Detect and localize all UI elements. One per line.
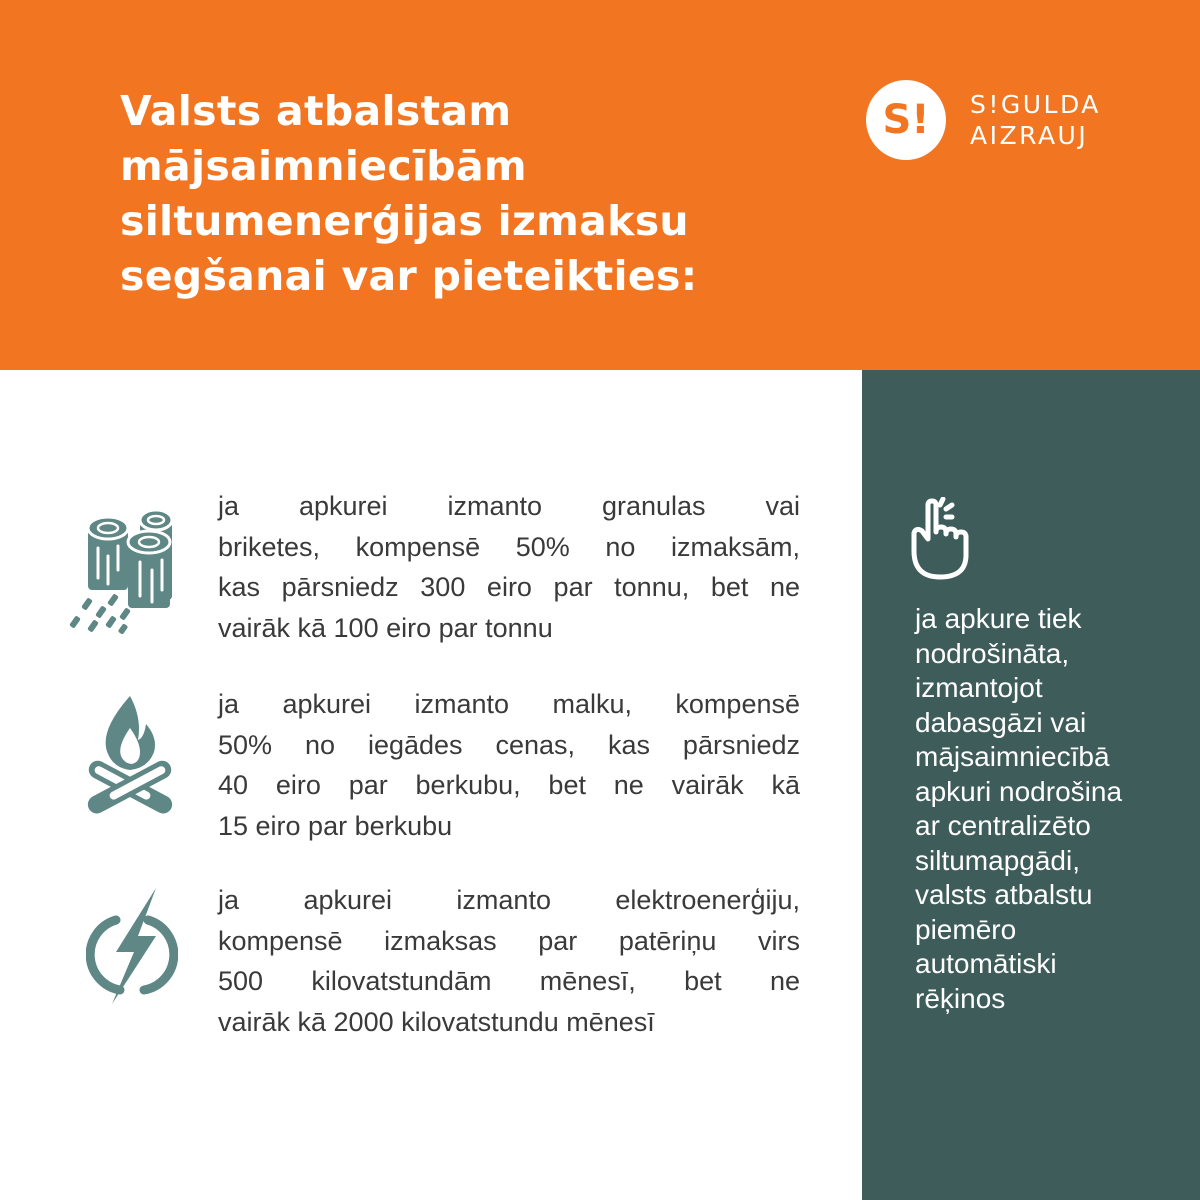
side-text-line: automātiski (915, 948, 1057, 979)
item-line: 500 kilovatstundām mēnesī, bet ne (218, 966, 800, 996)
logo-text-line: AIZRAUJ (970, 121, 1089, 150)
pointing-hand-icon (910, 497, 970, 581)
side-text-line: ar centralizēto (915, 810, 1091, 841)
item-line: kas pārsniedz 300 eiro par tonnu, bet ne (218, 572, 800, 602)
side-text-line: mājsaimniecībā (915, 741, 1110, 772)
item-line: 15 eiro par berkubu (218, 810, 453, 841)
item-line: vairāk kā 100 eiro par tonnu (218, 612, 553, 643)
wood-logs-pellets-icon (64, 498, 184, 638)
logo-text-line: S!GULDA (970, 90, 1101, 119)
side-text-line: ja apkure tiek (915, 603, 1082, 634)
campfire-icon (78, 692, 182, 816)
item-text-granulas (218, 486, 800, 648)
item-line: ja apkurei izmanto elektroenerģiju, (218, 885, 800, 915)
side-text-line: siltumapgādi, (915, 844, 1080, 876)
title-line: siltumenerģijas izmaksu (120, 197, 689, 245)
page-title (120, 84, 820, 304)
side-text-line: rēķinos (915, 982, 1006, 1014)
item-line: kompensē izmaksas par patēriņu virs (218, 925, 800, 956)
item-line: briketes, kompensē 50% no izmaksām, (218, 531, 800, 562)
item-text-malka (218, 684, 800, 846)
item-line: 40 eiro par berkubu, bet ne vairāk kā (218, 770, 800, 800)
side-text-line: izmantojot (915, 672, 1043, 703)
item-line: 50% no iegādes cenas, kas pārsniedz (218, 729, 800, 760)
logo-text (970, 89, 1101, 151)
logo-mark: S! (882, 97, 930, 143)
title-line: Valsts atbalstam (120, 87, 512, 135)
item-line: vairāk kā 2000 kilovatstundu mēnesī (218, 1006, 655, 1037)
side-panel-text (915, 602, 1185, 1016)
item-text-elektroenergija (218, 880, 800, 1042)
side-text-line: apkuri nodrošina (915, 775, 1123, 807)
title-line: mājsaimniecībām (120, 142, 527, 190)
side-text-line: nodrošināta, (915, 637, 1070, 669)
title-line: segšanai var pieteikties: (120, 252, 698, 300)
lightning-bolt-icon (86, 886, 178, 1006)
side-text-line: piemēro (915, 913, 1017, 945)
sigulda-logo (866, 80, 1136, 160)
side-text-line: valsts atbalstu (915, 879, 1093, 910)
item-line: ja apkurei izmanto malku, kompensē (218, 689, 800, 719)
item-line: ja apkurei izmanto granulas vai (218, 491, 800, 521)
side-text-line: dabasgāzi vai (915, 706, 1087, 738)
